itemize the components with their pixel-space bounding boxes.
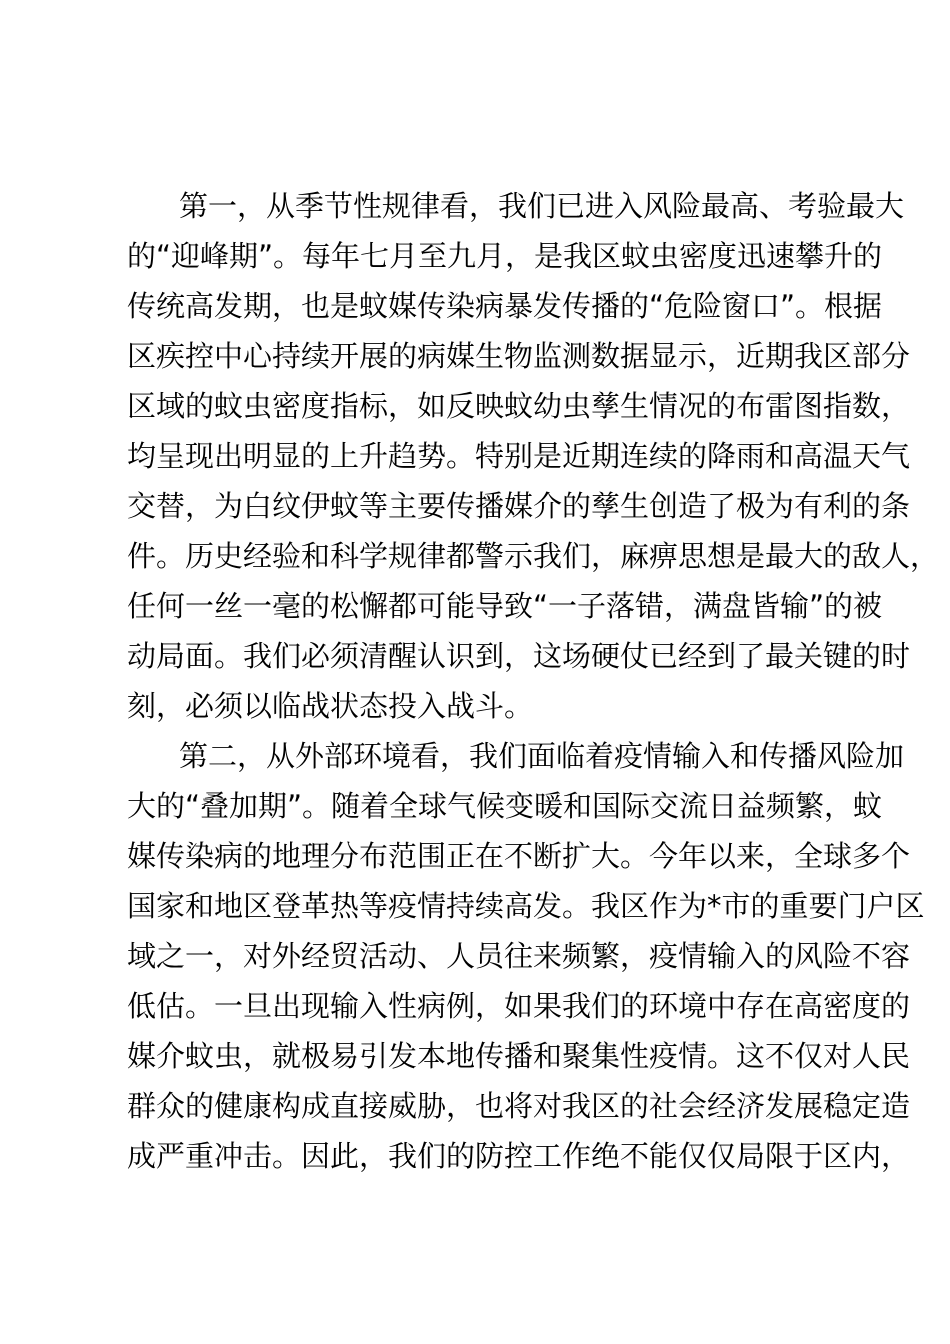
paragraph-line: 刻，必须以临战状态投入战斗。 (127, 689, 534, 723)
paragraph-line: 国家和地区登革热等疫情持续高发。我区作为*市的重要门户区 (127, 889, 925, 923)
paragraph-line: 媒传染病的地理分布范围正在不断扩大。今年以来，全球多个 (127, 839, 911, 873)
paragraph-1 (127, 183, 940, 733)
paragraph-line: 均呈现出明显的上升趋势。特别是近期连续的降雨和高温天气 (127, 439, 911, 473)
paragraph-line: 第二，从外部环境看，我们面临着疫情输入和传播风险加 (179, 739, 905, 773)
paragraph-line: 任何一丝一毫的松懈都可能导致“一子落错，满盘皆输”的被 (127, 589, 883, 623)
document-body (127, 183, 940, 1183)
paragraph-line: 域之一，对外经贸活动、人员往来频繁，疫情输入的风险不容 (127, 939, 911, 973)
paragraph-line: 媒介蚊虫，就极易引发本地传播和聚集性疫情。这不仅对人民 (127, 1039, 911, 1073)
paragraph-line: 群众的健康构成直接威胁，也将对我区的社会经济发展稳定造 (127, 1089, 911, 1123)
paragraph-line: 区疾控中心持续开展的病媒生物监测数据显示，近期我区部分 (127, 339, 911, 373)
paragraph-line: 动局面。我们必须清醒认识到，这场硬仗已经到了最关键的时 (127, 639, 911, 673)
paragraph-line: 件。历史经验和科学规律都警示我们，麻痹思想是最大的敌人， (127, 539, 940, 573)
paragraph-line: 区域的蚊虫密度指标，如反映蚊幼虫孳生情况的布雷图指数， (127, 389, 911, 423)
paragraph-line: 大的“叠加期”。随着全球气候变暖和国际交流日益频繁，蚊 (127, 789, 883, 823)
paragraph-line: 交替，为白纹伊蚊等主要传播媒介的孳生创造了极为有利的条 (127, 489, 911, 523)
paragraph-line: 第一，从季节性规律看，我们已进入风险最高、考验最大 (179, 189, 905, 223)
paragraph-line: 传统高发期，也是蚊媒传染病暴发传播的“危险窗口”。根据 (127, 289, 883, 323)
paragraph-2 (127, 733, 925, 1183)
paragraph-line: 低估。一旦出现输入性病例，如果我们的环境中存在高密度的 (127, 989, 911, 1023)
paragraph-line: 的“迎峰期”。每年七月至九月，是我区蚊虫密度迅速攀升的 (127, 239, 883, 273)
paragraph-line: 成严重冲击。因此，我们的防控工作绝不能仅仅局限于区内， (127, 1139, 911, 1173)
